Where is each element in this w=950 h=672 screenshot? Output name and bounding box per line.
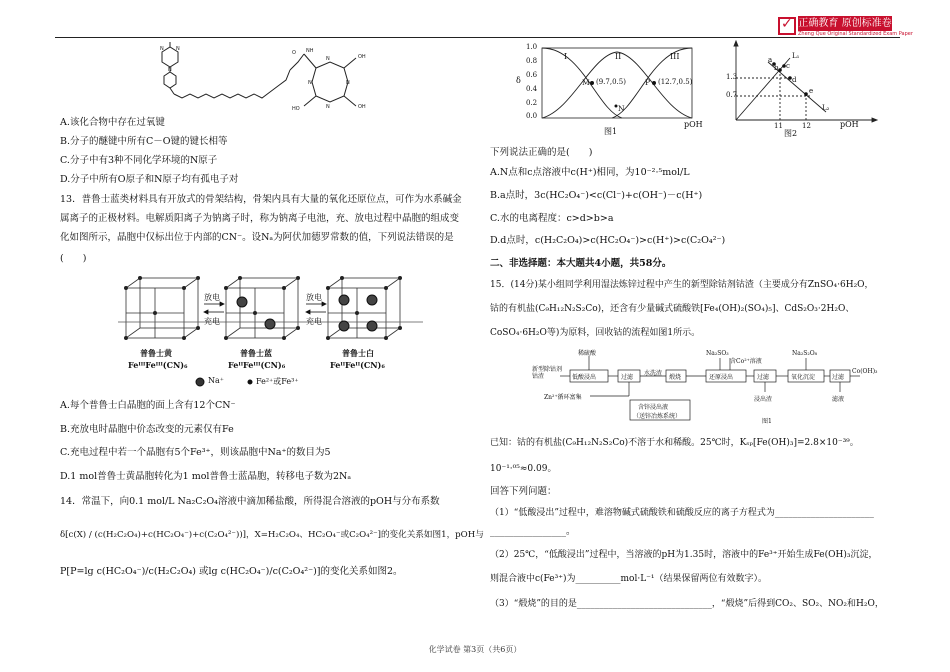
- flow-step-wash: 水洗渣: [644, 370, 663, 377]
- q14-question: 下列说法正确的是( ): [490, 147, 593, 158]
- svg-text:N: N: [168, 67, 172, 73]
- fig1-ytick-6: 0.0: [526, 112, 538, 120]
- q13-option-c: C.充电过程中若一个晶胞有5个Fe³⁺，则该晶胞中Na⁺的数目为5: [60, 447, 331, 458]
- brand-name: 正确教育 原创标准卷: [798, 18, 892, 29]
- q12-option-b: B.分子的醚键中所有C－O键的键长相等: [60, 136, 228, 147]
- fig2-point-e: e: [809, 87, 814, 95]
- q12-option-a: A.该化合物中存在过氧键: [60, 117, 165, 128]
- sub-question-2-line-2: 则混合液中c(Fe³⁺)为__________mol·L⁻¹（结果保留两位有效数字）。: [490, 574, 768, 584]
- fig2-point-a: a: [768, 56, 773, 64]
- brand-sub: Zheng Que Original Standardized Exam Paper: [798, 31, 913, 37]
- arrow-discharge-label-2: 放电: [306, 293, 322, 302]
- svg-text:HO: HO: [292, 106, 300, 112]
- molecule-structure-figure: [140, 40, 400, 112]
- known-line-2: 10⁻¹·⁰⁵≈0.09。: [490, 464, 557, 474]
- q14-stem-line-1: 14．常温下，向0.1 mol/L Na₂C₂O₄溶液中滴加稀盐酸，所得混合溶液的pOH与分布系数: [60, 496, 440, 507]
- header-rule: [55, 37, 900, 38]
- section-2-heading: 二、非选择题：本大题共4小题，共58分。: [490, 258, 672, 269]
- flow-step-filter-3: 过滤: [832, 374, 845, 381]
- q13-stem-line-2: 属离子的正极材料。电解质阳离子为钠离子时，称为钠离子电池，充、放电过程中晶胞的组成变: [60, 213, 460, 224]
- q13-answer-bracket: ( ): [60, 253, 87, 264]
- fig2-point-c: c: [786, 62, 790, 70]
- arrow-discharge-label-1: 放电: [204, 293, 220, 302]
- q15-stem-line-2: 钴的有机盐(C₉H₁₂N₂S₂Co)，还含有少量碱式硫酸铁[Fe₄(OH)₂(SO₄)₅]、CdS₂O₃·2H₂O、: [490, 304, 855, 314]
- q14-option-d: D.d点时，c(H₂C₂O₄)>c(HC₂O₄⁻)>c(H⁺)>c(C₂O₄²⁻): [490, 235, 726, 246]
- flow-step-calcine: 煅烧: [669, 374, 682, 381]
- flow-output-leach-residue: 浸出渣: [754, 396, 773, 403]
- arrow-charge-label-2: 充电: [306, 317, 322, 326]
- fig2-xlabel: pOH: [840, 120, 859, 129]
- fig2-line-l1: L₁: [792, 52, 800, 60]
- cell-prussian-blue: [226, 278, 298, 338]
- svg-text:N: N: [308, 80, 312, 86]
- flow-input-dilute-acid: 稀硫酸: [578, 350, 597, 357]
- label-prussian-yellow: 普鲁士黄: [140, 348, 172, 358]
- q14-stem-line-3: P[P=lg c(HC₂O₄⁻)/c(H₂C₂O₄) 或lg c(HC₂O₄⁻)/c(C₂O₄²⁻)]的变化关系如图2。: [60, 566, 403, 577]
- flow-output-zinc-system: （送锌冶炼系统）: [633, 413, 682, 420]
- fig1-region-2: II: [615, 52, 622, 61]
- svg-text:N: N: [326, 104, 330, 110]
- q14-option-b: B.a点时，3c(HC₂O₄⁻)<c(Cl⁻)+c(OH⁻)－c(H⁺): [490, 190, 703, 201]
- q15-stem-line-1: 15．(14分)某小组同学利用湿法炼锌过程中产生的新型除钴剂钴渣（主要成分有ZnSO₄·6H₂O，: [490, 280, 874, 290]
- fig1-ytick-1: 1.0: [526, 43, 538, 51]
- svg-text:OH: OH: [358, 54, 366, 60]
- fig2-point-b: b: [774, 64, 779, 72]
- fig1-ylabel: δ: [516, 76, 521, 85]
- q14-option-a: A.N点和c点溶液中c(H⁺)相同，为10⁻²·⁵mol/L: [490, 167, 690, 178]
- flow-product: Co(OH)₃: [852, 368, 878, 375]
- q14-stem-line-2: δ[c(X) / (c(H₂C₂O₄)+c(HC₂O₄⁻)+c(C₂O₄²⁻))]，X=H₂C₂O₄、HC₂O₄⁻或C₂O₄²⁻]的变化关系如图1，pOH与: [60, 530, 484, 540]
- label-prussian-blue: 普鲁士蓝: [240, 348, 272, 358]
- svg-text:OH: OH: [358, 104, 366, 110]
- flow-reagent-na2so3: Na₂SO₃: [706, 350, 729, 357]
- figure-2-line-chart: [722, 40, 882, 140]
- formula-prussian-yellow: FeᴵᴵᴵFeᴵᴵᴵ(CN)₆: [128, 360, 188, 370]
- fig1-ytick-4: 0.4: [526, 85, 538, 93]
- fig2-title: 图2: [784, 129, 798, 138]
- fig2-xtick-2: 12: [802, 122, 811, 130]
- fig1-point-p-coord: (12.7,0.5): [658, 78, 693, 86]
- flow-reagent-na2s2o8: Na₂S₂O₈: [792, 350, 818, 357]
- fig2-ytick-2: 0.7: [726, 91, 738, 99]
- fig1-ytick-3: 0.6: [526, 71, 538, 79]
- sub-question-3-line-1: （3）“煅烧”的目的是______________________________，“煅烧”后得到CO₂、SO₂、NO₂和H₂O，: [490, 599, 884, 609]
- q14-option-c: C.水的电离程度：c>d>b>a: [490, 213, 614, 224]
- fig1-ytick-2: 0.8: [526, 57, 538, 65]
- fig1-ytick-5: 0.2: [526, 99, 538, 107]
- flow-caption: 图1: [762, 418, 772, 425]
- brand-logo: ✓ 正确教育 原创标准卷 Zheng Que Original Standardized Exam Paper: [778, 16, 896, 36]
- flow-step-filter-2: 过滤: [757, 374, 770, 381]
- page-footer: 化学试卷 第3页（共6页）: [428, 645, 522, 654]
- formula-prussian-white: FeᴵᴵFeᴵᴵ(CN)₆: [330, 360, 385, 370]
- sub-question-1-line-2: ________________。: [490, 526, 576, 537]
- legend-na: Na⁺: [208, 376, 224, 385]
- fig1-point-n: N: [618, 104, 625, 113]
- svg-text:N: N: [326, 56, 330, 62]
- fig1-xlabel: pOH: [684, 120, 703, 129]
- flow-step-oxidize-precipitate: 氧化沉淀: [791, 374, 816, 381]
- fig1-point-m: M: [582, 78, 590, 87]
- svg-text:N: N: [346, 80, 350, 86]
- formula-prussian-blue: FeᴵᴵFeᴵᴵᴵ(CN)₆: [228, 360, 286, 370]
- fig1-title: 图1: [604, 127, 618, 136]
- fig2-ytick-1: 1.3: [726, 73, 738, 81]
- flow-step-low-acid-leach: 低酸浸出: [572, 374, 597, 381]
- svg-text:O: O: [292, 50, 296, 56]
- crystal-cell-figure: [118, 272, 428, 392]
- known-line-1: 已知：钴的有机盐(C₉H₁₂N₂S₂Co)不溶于水和稀酸。25℃时，Kₛₚ[Fe(OH)₃]=2.8×10⁻³⁹。: [490, 438, 859, 448]
- legend-fe: Fe²⁺或Fe³⁺: [256, 377, 299, 386]
- fig2-point-d: d: [792, 76, 797, 84]
- q13-option-d: D.1 mol普鲁士黄晶胞转化为1 mol普鲁士蓝晶胞，转移电子数为2Nₐ: [60, 471, 351, 482]
- fig1-point-p: P: [645, 78, 651, 87]
- fig2-xtick-1: 11: [774, 122, 783, 130]
- svg-text:N: N: [160, 46, 164, 52]
- q15-stem-line-3: CoSO₄·6H₂O等)为原料，回收钴的流程如图1所示。: [490, 328, 701, 338]
- q13-option-a: A.每个普鲁士白晶胞的面上含有12个CN⁻: [60, 400, 236, 411]
- cell-prussian-yellow: [126, 278, 198, 338]
- fig1-point-m-coord: (9.7,0.5): [596, 78, 626, 86]
- q12-option-d: D.分子中所有O原子和N原子均有孤电子对: [60, 174, 239, 185]
- flow-input-zn-cycle: Zn²⁺循环富集: [544, 394, 582, 401]
- process-flow-chart: [530, 346, 878, 430]
- q13-option-b: B.充放电时晶胞中价态改变的元素仅有Fe: [60, 424, 234, 435]
- label-prussian-white: 普鲁士白: [342, 348, 374, 358]
- fig2-line-l2: L₂: [822, 104, 830, 112]
- svg-text:N: N: [176, 46, 180, 52]
- sub-question-1-line-1: （1）“低酸浸出”过程中，难溶物碱式硫酸铁和硫酸反应的离子方程式为______________________: [490, 508, 874, 518]
- cell-prussian-white: [328, 278, 400, 338]
- fig1-region-1: I: [564, 52, 568, 61]
- flow-output-zinc-leachate: 含锌浸出液: [638, 404, 669, 411]
- q12-option-c: C.分子中有3种不同化学环境的N原子: [60, 155, 218, 166]
- flow-reagent-co-solution: 含Co²⁺溶液: [730, 358, 762, 365]
- fig1-region-3: III: [670, 52, 680, 61]
- figure-1-distribution-chart: [512, 40, 712, 140]
- q13-stem-line-3: 化如图所示，晶胞中仅标出位于内部的CN⁻。设Nₐ为阿伏加德罗常数的值，下列说法错误的是: [60, 232, 454, 243]
- flow-output-filtrate: 滤液: [832, 396, 845, 403]
- flow-step-filter-1: 过滤: [621, 374, 634, 381]
- svg-text:NH: NH: [306, 48, 314, 54]
- answer-intro: 回答下列问题：: [490, 486, 557, 497]
- flow-step-reductive-leach: 还原浸出: [709, 374, 734, 381]
- sub-question-2-line-1: （2）25℃，“低酸浸出”过程中，当溶液的pH为1.35时，溶液中的Fe³⁺开始生成Fe(OH)₃沉淀，: [490, 550, 878, 560]
- arrow-charge-label-1: 充电: [204, 317, 220, 326]
- q13-stem-line-1: 13．普鲁士蓝类材料具有开放式的骨架结构，骨架内具有大量的氧化还原位点，可作为水系碱金: [60, 194, 462, 205]
- flow-input-cobalt-residue: 新型除钴剂钴渣: [532, 366, 563, 380]
